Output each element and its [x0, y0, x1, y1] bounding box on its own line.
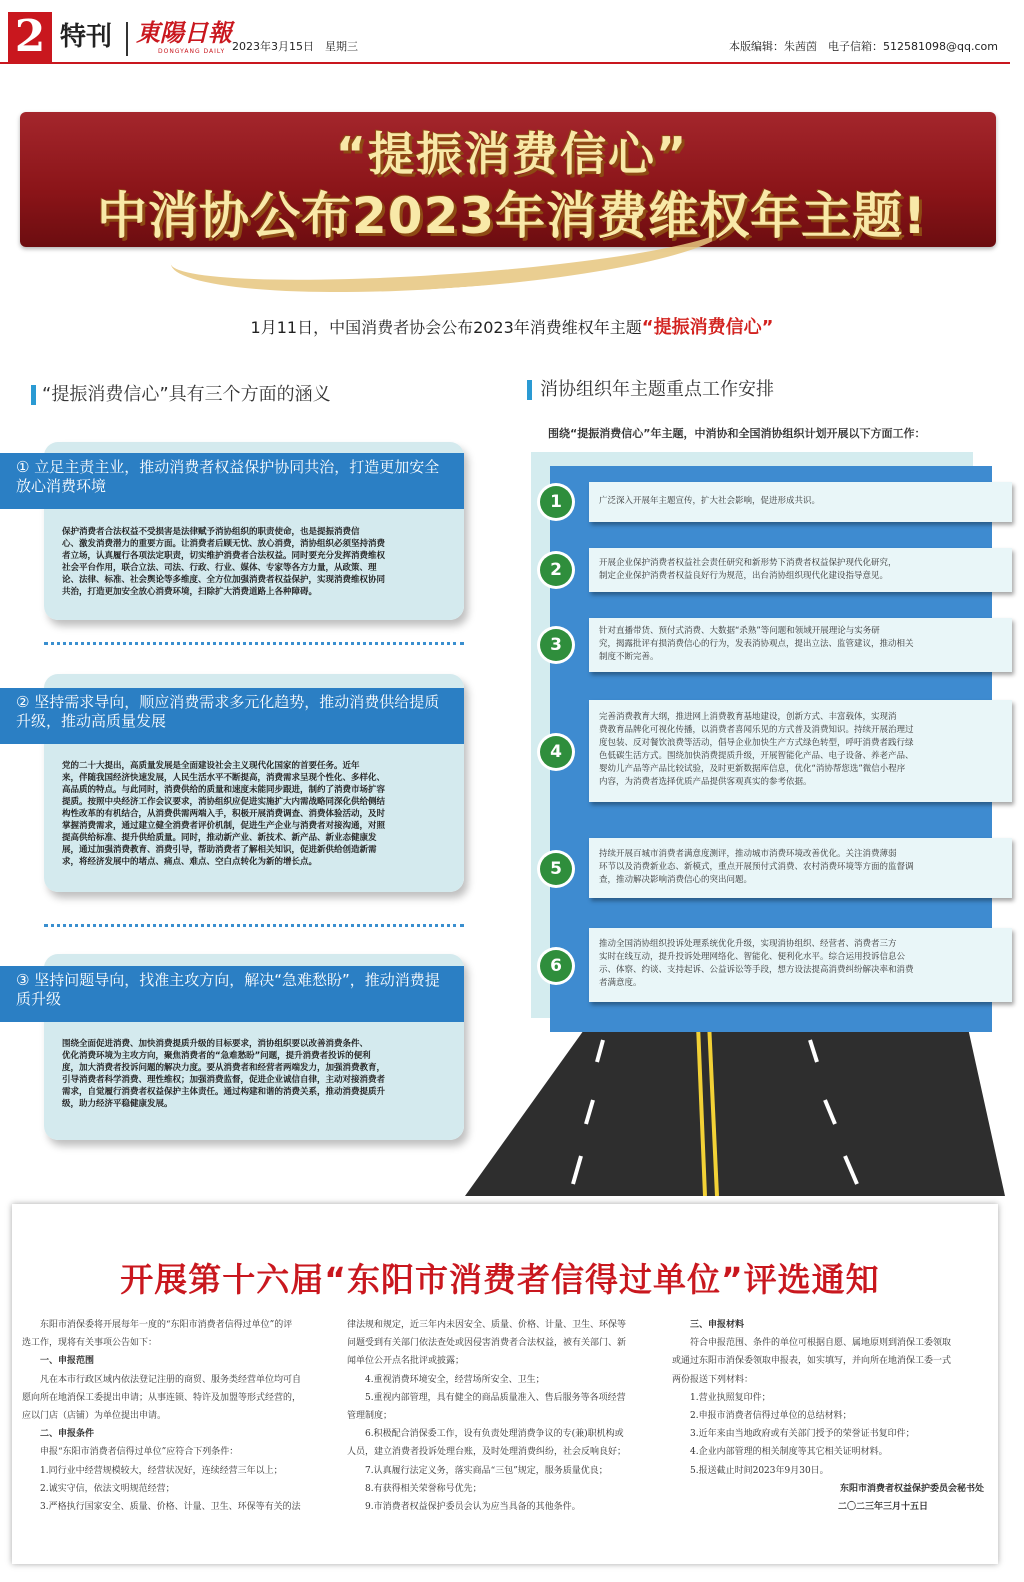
work-item-6	[589, 928, 1012, 1002]
work-item-1	[589, 482, 1012, 522]
work-item-line: 完善消费教育大纲，推进网上消费教育基地建设，创新方式、丰富载体，实现消	[599, 712, 897, 722]
dotted-divider	[44, 642, 464, 645]
notice-heading: 二、申报条件	[22, 1429, 95, 1440]
newspaper-logo: 東陽日報	[136, 18, 232, 47]
work-item-2	[589, 548, 1012, 592]
notice-line: 1.营业执照复印件；	[672, 1392, 771, 1403]
issue-date: 2023年3月15日 星期三	[232, 40, 358, 53]
notice-column-1	[22, 1316, 340, 1516]
card-text-line: 保护消费者合法权益不受损害是法律赋予消协组织的职责使命，也是提振消费信	[62, 527, 360, 537]
newspaper-logo-sub: DONGYANG DAILY	[158, 48, 226, 55]
notice-line: 选工作，现将有关事项公告如下：	[22, 1338, 158, 1349]
card-text-line: 社会平台作用，联合立法、司法、行政、行业、媒体、专家等各方力量，从政策、理	[62, 563, 377, 573]
notice-line: 3.严格执行国家安全、质量、价格、计量、卫生、环保等有关的法	[22, 1502, 301, 1513]
work-item-number: 6	[540, 950, 572, 982]
notice-column-3	[672, 1316, 990, 1516]
notice-line: 东阳市消保委将开展每年一度的“东阳市消费者信得过单位”的评	[22, 1320, 293, 1330]
notice-line: 4.企业内部管理的相关制度等其它相关证明材料。	[672, 1447, 888, 1458]
notice-line: 律法规和规定，近三年内未因安全、质量、价格、计量、卫生、环保等	[347, 1320, 627, 1330]
card-2-title: ② 坚持需求导向，顺应消费需求多元化趋势，推动消费供给提质升级，推动高质量发展	[0, 688, 464, 744]
work-item-line: 环节以及消费新业态、新模式，重点开展预付式消费、农村消费环境等方面的监督调	[599, 862, 914, 872]
work-item-3	[589, 618, 1012, 672]
work-item-4	[589, 700, 1012, 802]
work-item-number: 4	[540, 736, 572, 768]
notice-line: 愿向所在地消保工委提出申请；从事连锁、特许及加盟等形式经营的，	[22, 1392, 302, 1403]
work-item-line: 内容，为消费者选择优质产品提供客观真实的参考依据。	[599, 777, 812, 787]
card-text-line: 优化消费环境为主攻方向，聚焦消费者的“急难愁盼”问题，提升消费者投诉的便利	[62, 1051, 371, 1061]
right-heading-bar	[527, 380, 532, 400]
page-number: 2	[8, 12, 52, 62]
notice-column-2	[347, 1316, 665, 1516]
right-section-heading: 消协组织年主题重点工作安排	[540, 379, 774, 400]
work-item-number: 5	[540, 853, 572, 885]
notice-line: 1.同行业中经营规模较大，经营状况好，连续经营三年以上；	[22, 1465, 283, 1476]
card-text-line: 围绕全面促进消费、加快消费提质升级的目标要求，消协组织要以改善消费条件、	[62, 1039, 369, 1049]
work-item-line: 婴幼儿产品等产品比较试验，及时更新数据库信息，优化“消协帮您选”微信小程序	[599, 764, 906, 774]
notice-line: 或通过东阳市消保委领取申报表，如实填写，并向所在地消保工委一式	[672, 1356, 952, 1367]
notice-line: 2.诚实守信，依法文明规范经营；	[22, 1483, 175, 1494]
card-1-text	[62, 526, 454, 598]
work-plan-subtitle: 围绕“提振消费信心”年主题，中消协和全国消协组织计划开展以下方面工作：	[548, 427, 926, 440]
work-item-line: 开展企业保护消费者权益社会责任研究和新形势下消费者权益保护现代化研究，	[599, 558, 897, 568]
work-item-line: 推动全国消协组织投诉处理系统优化升级，实现消协组织、经营者、消费者三方	[599, 939, 897, 949]
notice-line: 9.市消费者权益保护委员会认为应当具备的其他条件。	[347, 1502, 581, 1513]
card-text-line: 提质。按照中央经济工作会议要求，消协组织应促进实施扩大内需战略同深化供给侧结	[62, 797, 386, 807]
card-3-text	[62, 1038, 454, 1110]
notice-line: 符合申报范围、条件的单位可根据自愿、属地原则到消保工委领取	[672, 1338, 952, 1349]
card-text-line: 级，助力经济平稳健康发展。	[62, 1099, 173, 1109]
card-text-line: 论、法律、标准、社会舆论等多维度、全方位加强消费者权益保护，实现消费维权协同	[62, 575, 386, 585]
card-text-line: 党的二十大提出，高质量发展是全面建设社会主义现代化国家的首要任务。近年	[62, 761, 360, 771]
work-item-5	[589, 838, 1012, 898]
headline-line-1: “提振消费信心”	[335, 127, 689, 181]
notice-line: 闻单位公开点名批评或披露；	[347, 1356, 465, 1367]
notice-line: 4.重视消费环境安全，经营场所安全、卫生；	[347, 1374, 545, 1385]
editor-info: 本版编辑：朱茜茵 电子信箱：512581098@qq.com	[729, 40, 998, 53]
work-item-line: 度包装、反对餐饮浪费等活动，倡导企业加快生产方式绿色转型，呼吁消费者践行绿	[599, 738, 914, 748]
work-item-line: 制度不断完善。	[599, 652, 659, 662]
card-text-line: 构性改革的有机结合，从消费供需两端入手，积极开展消费调查、消费体验活动，及时	[62, 809, 386, 819]
work-item-line: 者满意度。	[599, 978, 642, 988]
work-item-line: 针对直播带货、预付式消费、大数据“杀熟”等问题和领域开展理论与实务研	[599, 626, 880, 636]
notice-signature-org: 东阳市消费者权益保护委员会秘书处	[839, 1483, 984, 1494]
card-3-title: ③ 坚持问题导向，找准主攻方向，解决“急难愁盼”，推动消费提质升级	[0, 966, 464, 1022]
work-item-line: 究，揭露批评有损消费信心的行为，发表消协观点，提出立法、监管建议，推动相关	[599, 639, 914, 649]
work-item-line: 查，推动解决影响消费信心的突出问题。	[599, 875, 753, 885]
header-rule	[0, 62, 1010, 64]
notice-line: 凡在本市行政区域内依法登记注册的商贸、服务类经营单位均可自	[22, 1374, 302, 1385]
notice-line: 人员，建立消费者投诉处理台账，及时处理消费纠纷，社会反响良好；	[347, 1447, 627, 1458]
card-text-line: 提高供给标准、提升供给质量。同时，推动新产业、新技术、新产品、新业态健康发	[62, 833, 377, 843]
card-text-line: 掌握消费需求，通过建立健全消费者评价机制，促进生产企业与消费者对接沟通，对照	[62, 821, 386, 831]
card-text-line: 求，将经济发展中的堵点、痛点、难点、空白点转化为新的增长点。	[62, 857, 318, 867]
card-text-line: 高品质的特点。与此同时，消费供给的质量和速度未能同步跟进，制约了消费市场扩容	[62, 785, 386, 795]
work-item-number: 1	[540, 486, 572, 518]
headline-line-2: 中消协公布2023年消费维权年主题!	[97, 187, 927, 245]
notice-line: 6.积极配合消保委工作，设有负责处理消费争议的专(兼)职机构或	[347, 1429, 624, 1440]
card-text-line: 展，通过加强消费教育、消费引导，帮助消费者了解相关知识，促进新供给创造新需	[62, 845, 377, 855]
work-item-number: 2	[540, 554, 572, 586]
notice-signature-date: 二〇二三年三月十五日	[837, 1502, 928, 1513]
notice-line: 5.报送截止时间2023年9月30日。	[672, 1465, 829, 1476]
work-item-line: 色低碳生活方式。围绕加快消费提质升级，开展智能化产品、电子设备、养老产品、	[599, 751, 914, 761]
notice-line: 申报“东阳市消费者信得过单位”应符合下列条件：	[22, 1447, 239, 1458]
work-item-line: 制定企业保护消费者权益良好行为规范，出台消协组织现代化建设指导意见。	[599, 571, 889, 581]
work-item-line: 持续开展百城市消费者满意度测评，推动城市消费环境改善优化。关注消费薄弱	[599, 849, 897, 859]
work-item-line: 实时在线互动，提升投诉处理网络化、智能化、便利化水平。综合运用投诉信息公	[599, 952, 906, 962]
card-text-line: 需求，自觉履行消费者权益保护主体责任。通过构建和谐的消费关系，推动消费提质升	[62, 1087, 386, 1097]
header-divider	[126, 22, 128, 56]
left-section-heading: “提振消费信心”具有三个方面的涵义	[42, 384, 331, 405]
section-title: 特刊	[60, 22, 113, 52]
notice-heading: 三、申报材料	[672, 1320, 745, 1330]
card-text-line: 共治，打造更加安全放心消费环境，扫除扩大消费道路上各种障碍。	[62, 587, 318, 597]
notice-line: 两份报送下列材料：	[672, 1374, 754, 1385]
notice-line: 2.申报市消费者信得过单位的总结材料；	[672, 1411, 852, 1422]
notice-line: 应以门店（店铺）为单位提出申请。	[22, 1411, 167, 1422]
intro-line	[0, 313, 1024, 339]
intro-text: 1月11日，中国消费者协会公布2023年消费维权年主题	[250, 318, 642, 337]
work-item-line: 广泛深入开展年主题宣传，扩大社会影响，促进形成共识。	[599, 496, 821, 506]
card-text-line: 来，伴随我国经济快速发展，人民生活水平不断提高，消费需求呈现个性化、多样化、	[62, 773, 386, 783]
notice-line: 问题受到有关部门依法查处或因侵害消费者合法权益，被有关部门、新	[347, 1338, 627, 1349]
left-heading-bar	[31, 385, 36, 405]
card-1-title: ① 立足主责主业，推动消费者权益保护协同共治，打造更加安全放心消费环境	[0, 453, 464, 509]
intro-highlight: “提振消费信心”	[641, 317, 774, 338]
dotted-divider	[44, 924, 464, 927]
notice-line: 5.重视内部管理，具有健全的商品质量准入、售后服务等各项经营	[347, 1392, 626, 1403]
card-text-line: 度，加大消费者投诉问题的解决力度。要从消费者和经营者两端发力，加强消费教育，	[62, 1063, 386, 1073]
card-text-line: 心、激发消费潜力的重要方面。让消费者后顾无忧、放心消费，消协组织必须坚持消费	[62, 539, 386, 549]
notice-line: 8.有获得相关荣誉称号优先；	[347, 1483, 482, 1494]
card-2-text	[62, 760, 454, 868]
notice-line: 7.认真履行法定义务，落实商品“三包”规定，服务质量优良；	[347, 1465, 608, 1476]
notice-heading: 一、申报范围	[22, 1356, 95, 1367]
work-item-number: 3	[540, 629, 572, 661]
work-item-line: 费教育品牌化可视化传播，以消费者喜闻乐见的方式普及消费知识。持续开展治理过	[599, 725, 914, 735]
notice-line: 管理制度；	[347, 1411, 393, 1422]
card-text-line: 者立场，认真履行各项法定职责，切实维护消费者合法权益。同时要充分发挥消费维权	[62, 551, 386, 561]
card-text-line: 引导消费者科学消费、理性维权；加强消费监督，促进企业诚信自律，主动对接消费者	[62, 1075, 386, 1085]
notice-title: 开展第十六届“东阳市消费者信得过单位”评选通知	[120, 1260, 880, 1299]
work-item-line: 示、体察、约谈、支持起诉、公益诉讼等手段，想方设法提高消费纠纷解决率和消费	[599, 965, 914, 975]
notice-line: 3.近年来由当地政府或有关部门授予的荣誉证书复印件；	[672, 1429, 915, 1440]
